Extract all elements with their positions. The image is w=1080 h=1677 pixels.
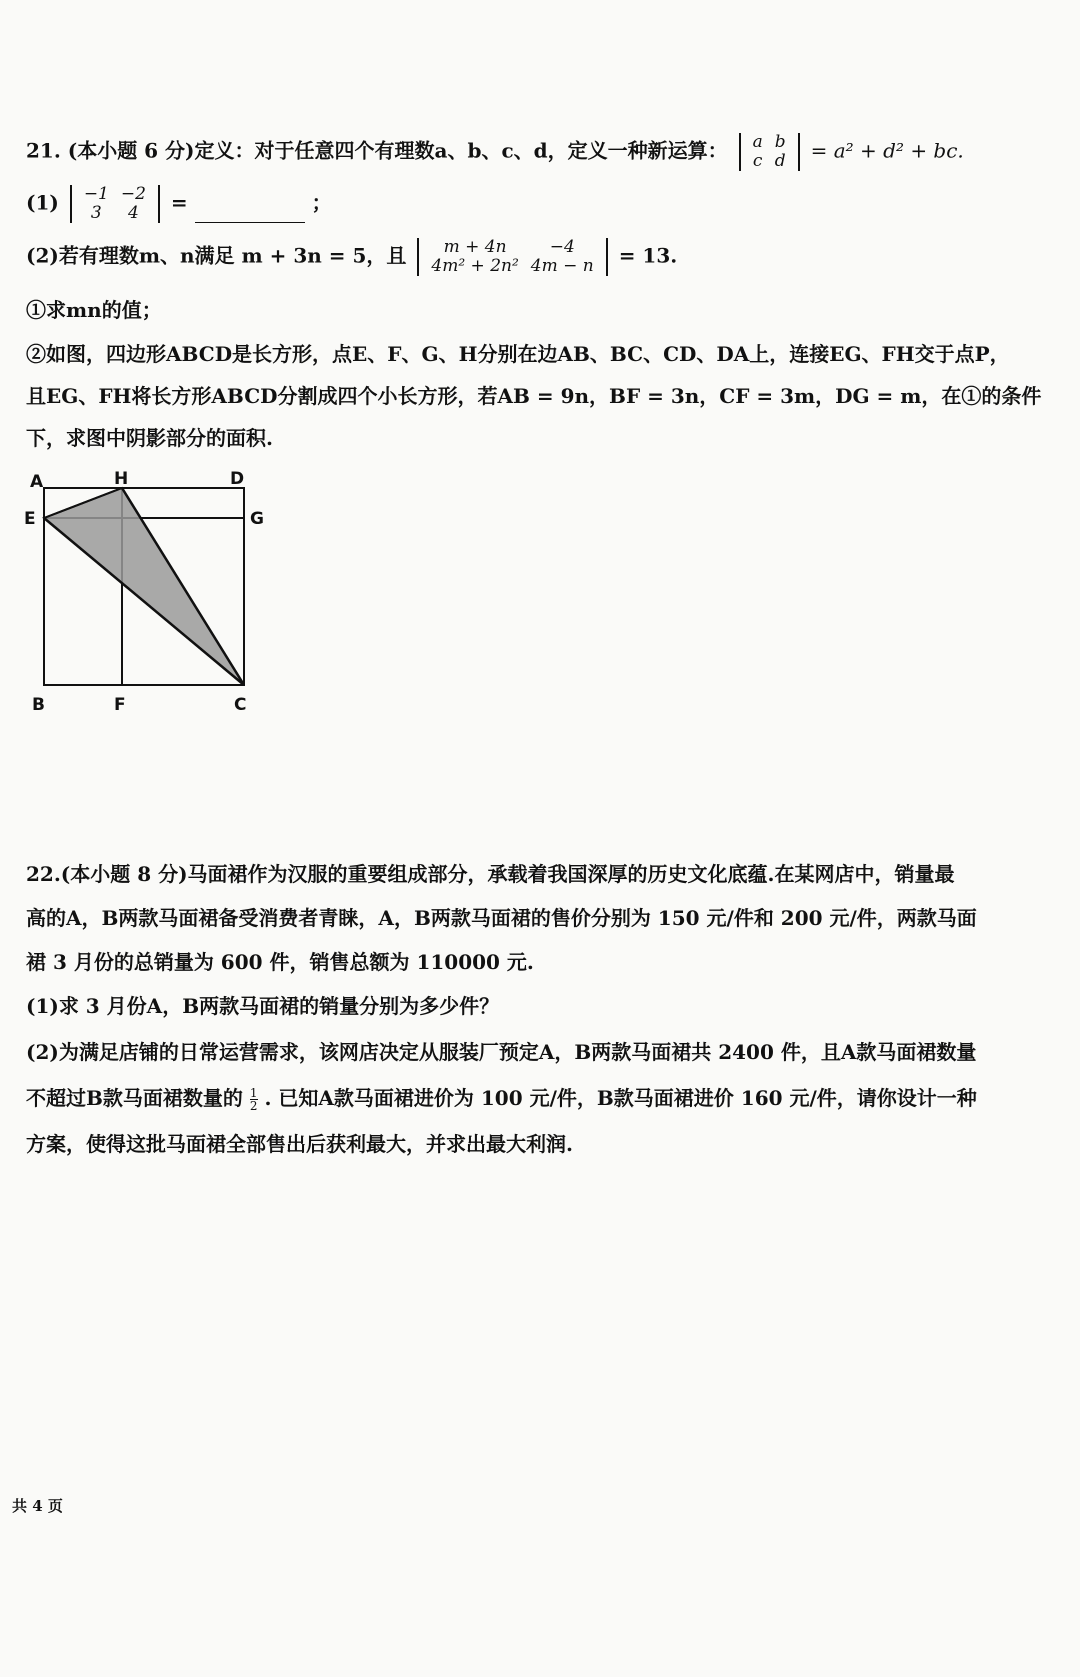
q21-intro: 21. (本小题 6 分)定义：对于任意四个有理数a、b、c、d，定义一种新运算： xyxy=(26,138,728,163)
label-f: F xyxy=(114,695,126,715)
part2-result: = 13. xyxy=(618,243,678,268)
q22-line3: 裙 3 月份的总销量为 600 件，销售总额为 110000 元. xyxy=(26,950,534,974)
q21-part1-label: (1) xyxy=(26,190,59,215)
label-d: D xyxy=(230,469,245,489)
page-footer: 共 4 页 xyxy=(12,1497,63,1515)
q22-part2-line3: 方案，使得这批马面裙全部售出后获利最大，并求出最大利润. xyxy=(26,1132,573,1156)
definition-result: = a² + d² + bc. xyxy=(810,138,964,163)
part2-determinant xyxy=(417,238,607,276)
q21-sub2-line2: 且EG、FH将长方形ABCD分割成四个小长方形，若AB = 9n，BF = 3n，CF = 3m，DG = m，在①的条件 xyxy=(26,384,1042,408)
p2-c: 4m² + 2n² xyxy=(431,256,519,276)
part1-determinant xyxy=(70,185,160,223)
definition-determinant xyxy=(739,133,800,171)
part1-end: ； xyxy=(311,190,332,215)
q21-part2-text: (2)若有理数m、n满足 m + 3n = 5，且 xyxy=(26,243,407,268)
q21-sub2-line3: 下，求图中阴影部分的面积. xyxy=(26,426,273,450)
p2-d: 4m − n xyxy=(530,256,594,276)
det-a: a xyxy=(752,132,763,152)
frac-numerator: 1 xyxy=(249,1086,258,1100)
answer-blank xyxy=(195,202,305,223)
label-g: G xyxy=(250,509,264,529)
rectangle-figure xyxy=(22,470,262,715)
label-c: C xyxy=(234,695,247,715)
q21-sub1: ①求mn的值； xyxy=(26,298,162,322)
label-a: A xyxy=(30,472,44,492)
q22-part2-line2 xyxy=(26,1084,1040,1112)
label-b: B xyxy=(32,695,45,715)
q22-part1: (1)求 3 月份A，B两款马面裙的销量分别为多少件？ xyxy=(26,994,500,1018)
p2-b: −4 xyxy=(549,237,575,257)
q22-part2-after: . 已知A款马面裙进价为 100 元/件，B款马面裙进价 160 元/件，请你设计一种 xyxy=(264,1086,977,1110)
p1-d: 4 xyxy=(127,203,139,223)
part1-equals: = xyxy=(170,190,188,215)
q22-line1: 22.(本小题 8 分)马面裙作为汉服的重要组成部分，承载着我国深厚的历史文化底蕴.在某网店中，销量最 xyxy=(26,862,955,886)
q22-part2-line1: (2)为满足店铺的日常运营需求，该网店决定从服装厂预定A，B两款马面裙共 2400 件，且A款马面裙数量 xyxy=(26,1040,977,1064)
det-b: b xyxy=(774,132,786,152)
label-e: E xyxy=(24,509,36,529)
p1-b: −2 xyxy=(120,184,146,204)
det-d: d xyxy=(774,151,786,171)
q21-part2-line xyxy=(26,238,1040,276)
q21-part1-line xyxy=(26,185,1040,223)
frac-denominator: 2 xyxy=(249,1099,258,1113)
q21-sub2-line1: ②如图，四边形ABCD是长方形，点E、F、G、H分别在边AB、BC、CD、DA上，连接EG、FH交于点P， xyxy=(26,342,1010,366)
p1-a: −1 xyxy=(83,184,109,204)
det-c: c xyxy=(752,151,763,171)
q22-part2-before: 不超过B款马面裙数量的 xyxy=(26,1086,243,1110)
fraction-one-half xyxy=(250,1087,258,1112)
p1-c: 3 xyxy=(90,203,102,223)
p2-a: m + 4n xyxy=(443,237,507,257)
q22-line2: 高的A，B两款马面裙备受消费者青睐，A，B两款马面裙的售价分别为 150 元/件和 200 元/件，两款马面 xyxy=(26,906,977,930)
label-h: H xyxy=(114,469,129,489)
q21-intro-line xyxy=(26,133,1040,171)
